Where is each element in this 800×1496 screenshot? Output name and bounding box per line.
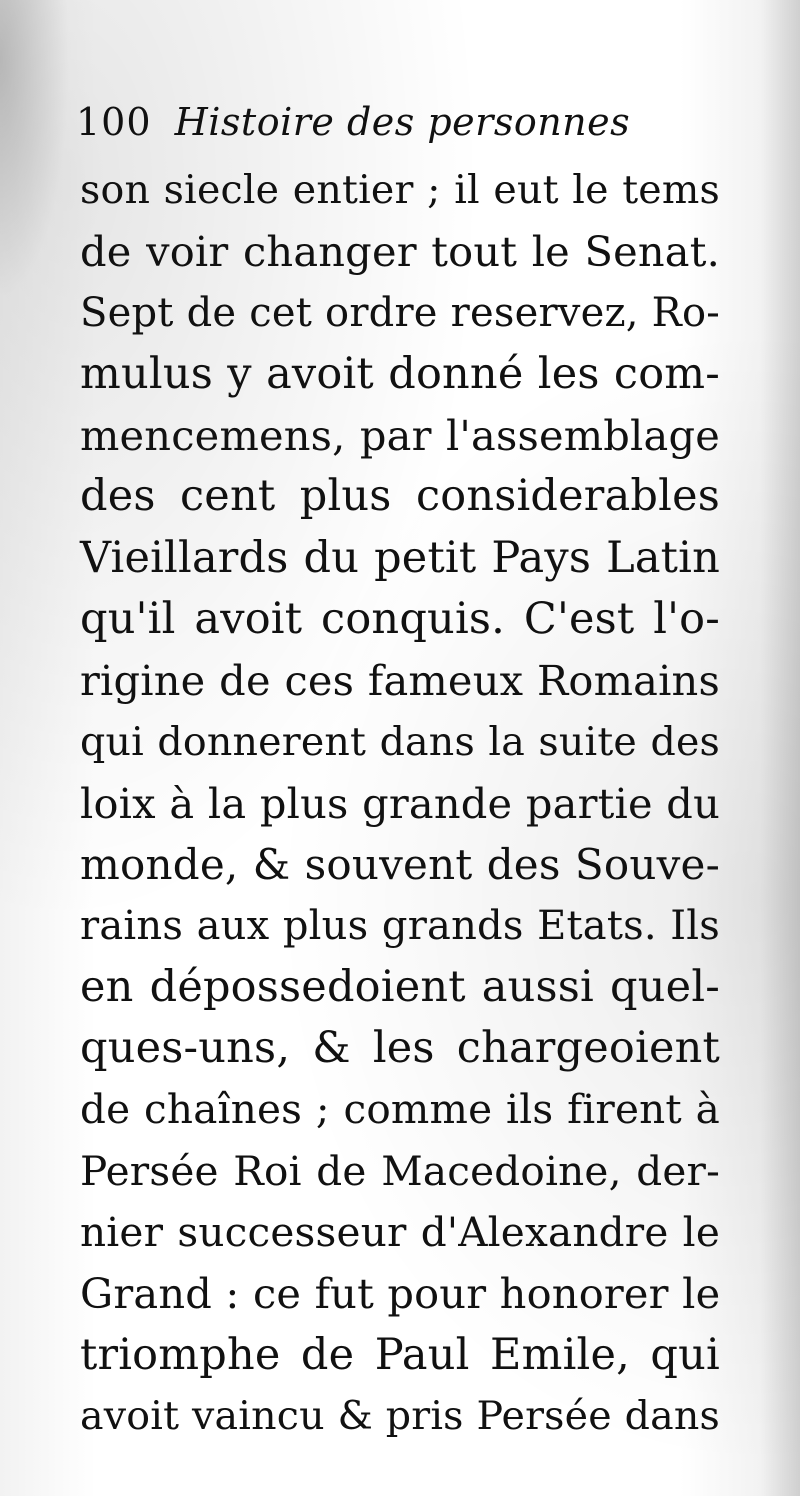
text-line: qu'il avoit conquis. C'est l'o- xyxy=(80,594,720,645)
text-line: de voir changer tout le Senat. xyxy=(80,227,720,277)
text-line: monde, & souvent des Souve- xyxy=(80,840,720,890)
text-line: rigine de ces fameux Romains xyxy=(80,656,720,706)
text-line: mulus y avoit donné les com- xyxy=(80,348,720,399)
running-title: Histoire des personnes xyxy=(174,100,631,144)
text-line: triomphe de Paul Emile, qui xyxy=(80,1329,720,1380)
text-line: des cent plus considerables xyxy=(80,471,720,522)
text-line: nier successeur d'Alexandre le xyxy=(80,1208,720,1257)
scan-shadow-left xyxy=(0,0,70,300)
text-line: ques-uns, & les chargeoient xyxy=(80,1023,720,1074)
page-number: 100 xyxy=(76,100,152,144)
text-line: mencemens, par l'assemblage xyxy=(80,411,720,461)
body-text xyxy=(80,160,720,1447)
text-line: Sept de cet ordre reservez, Ro- xyxy=(80,289,720,336)
text-line: Vieillards du petit Pays Latin xyxy=(80,532,720,583)
scan-shadow-right xyxy=(760,0,800,1496)
text-line: loix à la plus grande partie du xyxy=(80,778,720,828)
text-line: avoit vaincu & pris Persée dans xyxy=(80,1392,720,1439)
text-line: de chaînes ; comme ils firent à xyxy=(80,1085,720,1134)
text-line: Grand : ce fut pour honorer le xyxy=(80,1269,721,1319)
text-line: Persée Roi de Macedoine, der- xyxy=(80,1146,720,1195)
page-header xyxy=(76,100,736,160)
text-line: en dépossedoient aussi quel- xyxy=(80,961,720,1012)
text-line: son siecle entier ; il eut le tems xyxy=(80,167,720,213)
text-line: qui donnerent dans la suite des xyxy=(80,718,720,765)
text-line: rains aux plus grands Etats. Ils xyxy=(80,902,720,949)
